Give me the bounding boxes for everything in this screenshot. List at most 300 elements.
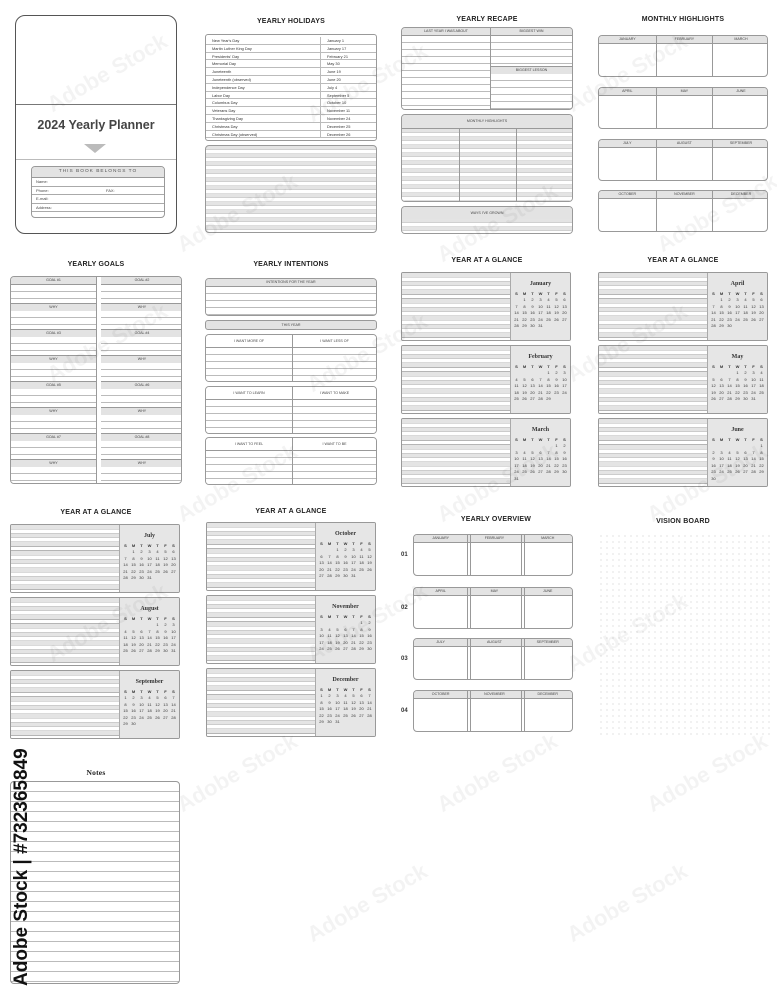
week-row (318, 719, 374, 726)
day-cell: 4 (760, 370, 763, 376)
watermark-tile (433, 728, 562, 818)
day-cell (162, 575, 170, 582)
day-cell: 20 (719, 389, 724, 395)
day-cell: 27 (359, 712, 364, 718)
weekday: W (343, 540, 348, 546)
day-cell: 29 (319, 719, 324, 725)
day-cell: 31 (351, 573, 356, 579)
weekday: T (352, 613, 355, 619)
goal-header: GOAL #5 (11, 381, 96, 390)
day-cell: 22 (131, 568, 136, 574)
month-name: September (135, 679, 164, 685)
intentions-year-header: INTENTIONS FOR THE YEAR (206, 279, 376, 287)
weekday: S (712, 363, 715, 369)
day-cell: 17 (514, 462, 519, 468)
day-cell: 27 (171, 568, 176, 574)
overview-title: YEARLY OVERVIEW (460, 516, 532, 523)
day-cell: 29 (155, 648, 160, 654)
highlights-box (598, 87, 768, 129)
vision-title: VISION BOARD (656, 518, 710, 525)
glance-lines (11, 525, 119, 592)
glance-title-4: YEAR AT A GLANCE (255, 508, 327, 515)
day-cell: 15 (522, 310, 527, 316)
day-cell (537, 475, 545, 482)
day-cell: 14 (538, 383, 543, 389)
weekday: T (336, 540, 339, 546)
month-name: December (332, 677, 359, 683)
day-cell: 10 (171, 628, 176, 634)
day-cell: 28 (727, 396, 732, 402)
day-cell: 29 (131, 575, 136, 581)
holiday-date: December 25 (327, 123, 351, 129)
recape-highlights-header: MONTHLY HIGHLIGHTS (402, 115, 572, 129)
day-cell: 24 (139, 714, 144, 720)
intentions-year-box (205, 278, 377, 316)
day-cell: 19 (155, 708, 160, 714)
holiday-name: Labor Day (206, 92, 321, 99)
day-cell: 25 (359, 566, 364, 572)
day-cell: 13 (719, 383, 724, 389)
day-cell: 31 (538, 323, 543, 329)
day-cell: 18 (514, 389, 519, 395)
divider (470, 588, 471, 628)
day-cell: 25 (155, 568, 160, 574)
day-cell: 7 (515, 303, 518, 309)
day-cell: 28 (123, 575, 128, 581)
weekday: T (352, 686, 355, 692)
month-header: DECEMBER (521, 691, 573, 699)
weekday: T (744, 436, 747, 442)
this-year-header: THIS YEAR (205, 320, 377, 330)
overview-box (413, 587, 573, 629)
day-cell: 17 (719, 462, 724, 468)
day-cell: 2 (132, 695, 135, 701)
day-cell (750, 475, 758, 482)
divider (470, 639, 471, 679)
day-cell: 20 (163, 708, 168, 714)
weekday: M (719, 436, 724, 442)
month-name: March (531, 427, 550, 433)
day-cell: 30 (711, 475, 716, 481)
day-cell: 22 (554, 462, 559, 468)
day-cell: 5 (736, 449, 739, 455)
day-cell: 6 (140, 628, 143, 634)
calendar-grid (513, 290, 569, 329)
day-cell: 15 (335, 560, 340, 566)
day-cell: 5 (132, 628, 135, 634)
day-cell: 24 (335, 712, 340, 718)
weekday: M (327, 686, 332, 692)
day-cell: 14 (367, 699, 372, 705)
glance-lines (11, 671, 119, 738)
day-cell (358, 573, 366, 580)
holiday-name: Independence Day (206, 84, 321, 91)
day-cell: 21 (123, 568, 128, 574)
day-cell (758, 396, 766, 403)
day-cell (545, 475, 553, 482)
holiday-name: Martin Luther King Day (206, 45, 321, 52)
why-header: WHY (11, 407, 96, 416)
day-cell: 6 (744, 449, 747, 455)
day-cell: 18 (727, 462, 732, 468)
mini-calendar (315, 669, 375, 736)
calendar-grid (318, 540, 374, 579)
day-cell: 22 (155, 641, 160, 647)
day-cell: 11 (123, 635, 128, 641)
day-cell: 14 (147, 635, 152, 641)
weekday: W (538, 363, 543, 369)
calendar-grid (318, 686, 374, 725)
month-name: November (332, 604, 359, 610)
day-cell: 21 (514, 316, 519, 322)
day-cell: 22 (522, 316, 527, 322)
day-cell (162, 721, 170, 728)
weekday: F (360, 540, 363, 546)
day-cell: 24 (719, 469, 724, 475)
day-cell (553, 396, 561, 403)
weekday: T (140, 542, 143, 548)
weekday: S (563, 363, 566, 369)
mini-calendar (707, 346, 767, 413)
why-lines (101, 415, 182, 433)
weekday: M (131, 688, 136, 694)
day-cell: 4 (547, 297, 550, 303)
day-cell: 28 (171, 714, 176, 720)
weekday: T (547, 436, 550, 442)
day-cell: 19 (351, 706, 356, 712)
why-header: WHY (11, 355, 96, 364)
day-cell: 14 (514, 310, 519, 316)
day-cell: 13 (139, 635, 144, 641)
month-header: JULY (414, 639, 467, 647)
day-cell: 19 (131, 641, 136, 647)
weekday: S (515, 290, 518, 296)
day-cell: 25 (727, 469, 732, 475)
month-header: OCTOBER (414, 691, 467, 699)
day-cell: 8 (320, 699, 323, 705)
day-cell: 8 (124, 701, 127, 707)
day-cell: 29 (719, 323, 724, 329)
intention-header: I WANT TO BE (292, 438, 376, 451)
day-cell: 5 (164, 549, 167, 555)
day-cell: 11 (759, 376, 764, 382)
day-cell: 6 (563, 297, 566, 303)
weekday: S (320, 686, 323, 692)
day-cell: 17 (147, 562, 152, 568)
day-cell: 9 (728, 303, 731, 309)
day-cell: 19 (522, 389, 527, 395)
day-cell: 14 (171, 701, 176, 707)
day-cell: 28 (514, 323, 519, 329)
grown-header: WAYS I'VE GROWN (402, 207, 572, 220)
holiday-row (206, 45, 376, 53)
day-cell: 29 (554, 469, 559, 475)
belongs-box (31, 166, 165, 218)
day-cell (170, 575, 178, 582)
day-cell: 16 (554, 383, 559, 389)
month-header: NOVEMBER (467, 691, 520, 699)
why-header: WHY (101, 459, 182, 468)
weekday: F (360, 686, 363, 692)
day-cell: 14 (727, 383, 732, 389)
day-cell: 7 (728, 376, 731, 382)
day-cell: 17 (751, 383, 756, 389)
weekday: M (327, 540, 332, 546)
goal-header: GOAL #2 (101, 277, 182, 285)
day-cell: 28 (546, 469, 551, 475)
goal-lines (101, 389, 182, 407)
day-cell: 9 (531, 303, 534, 309)
intentions-year-lines (206, 287, 376, 315)
day-cell: 15 (359, 633, 364, 639)
day-cell: 17 (735, 310, 740, 316)
day-cell: 9 (744, 376, 747, 382)
weekday: F (360, 613, 363, 619)
weekday: F (164, 542, 167, 548)
day-cell: 29 (735, 396, 740, 402)
day-cell: 20 (743, 462, 748, 468)
day-cell (561, 323, 569, 330)
glance-title-1: YEAR AT A GLANCE (451, 257, 523, 264)
month-header: MARCH (712, 36, 768, 44)
cover-field-label: FAX: (106, 187, 115, 193)
day-cell: 3 (172, 622, 175, 628)
month-header: APRIL (599, 88, 656, 96)
week-row (710, 396, 766, 403)
day-cell: 4 (515, 376, 518, 382)
intention-box (205, 386, 377, 434)
weekday: F (555, 436, 558, 442)
week-row (122, 648, 178, 655)
day-cell (553, 323, 561, 330)
month-name: April (730, 281, 745, 287)
day-cell: 26 (530, 469, 535, 475)
day-cell: 3 (720, 449, 723, 455)
last-year-header: LAST YEAR I WAS ABOUT (402, 28, 490, 36)
day-cell: 9 (328, 699, 331, 705)
day-cell: 26 (522, 396, 527, 402)
day-cell: 13 (530, 383, 535, 389)
day-cell: 28 (351, 646, 356, 652)
biggest-win-lines (490, 36, 572, 66)
day-cell: 29 (359, 646, 364, 652)
day-cell: 26 (711, 396, 716, 402)
day-cell: 25 (743, 316, 748, 322)
day-cell: 20 (343, 639, 348, 645)
month-header: APRIL (414, 588, 467, 596)
weekday: T (547, 290, 550, 296)
holiday-date: May 30 (327, 61, 340, 67)
divider (712, 140, 713, 180)
day-cell (742, 323, 750, 330)
month-name: May (731, 354, 744, 360)
day-cell: 3 (736, 297, 739, 303)
day-cell: 5 (523, 376, 526, 382)
day-cell: 15 (546, 383, 551, 389)
day-cell: 13 (359, 699, 364, 705)
why-header: WHY (11, 459, 96, 468)
day-cell: 13 (538, 456, 543, 462)
weekday: M (131, 542, 136, 548)
weekday: W (538, 436, 543, 442)
day-cell: 2 (744, 370, 747, 376)
day-cell: 2 (328, 693, 331, 699)
day-cell: 14 (711, 310, 716, 316)
divider (521, 691, 522, 731)
calendar-grid (122, 688, 178, 727)
day-cell: 22 (735, 389, 740, 395)
day-cell: 23 (163, 641, 168, 647)
goal-lines (11, 389, 96, 407)
day-cell: 21 (727, 389, 732, 395)
glance-lines (402, 346, 510, 413)
day-cell: 4 (344, 693, 347, 699)
day-cell: 29 (123, 721, 128, 727)
why-header: WHY (101, 303, 182, 312)
day-cell: 7 (328, 553, 331, 559)
day-cell: 19 (711, 389, 716, 395)
weekday: M (522, 290, 527, 296)
day-cell (170, 721, 178, 728)
day-cell: 15 (759, 456, 764, 462)
why-lines (11, 311, 96, 329)
goal-lines (11, 441, 96, 459)
day-cell: 13 (743, 456, 748, 462)
day-cell: 9 (368, 626, 371, 632)
day-cell: 15 (123, 708, 128, 714)
day-cell: 22 (335, 566, 340, 572)
day-cell: 8 (156, 628, 159, 634)
day-cell: 2 (531, 297, 534, 303)
weekday: S (712, 436, 715, 442)
day-cell: 27 (139, 648, 144, 654)
holiday-date: November 24 (327, 115, 351, 121)
day-cell: 8 (736, 376, 739, 382)
day-cell: 1 (320, 693, 323, 699)
divider (521, 535, 522, 575)
day-cell: 27 (538, 469, 543, 475)
intention-lines (292, 400, 376, 433)
weekday: M (719, 363, 724, 369)
goal-header: GOAL #7 (11, 433, 96, 442)
day-cell: 21 (711, 316, 716, 322)
day-cell: 8 (523, 303, 526, 309)
day-cell: 8 (547, 376, 550, 382)
month-header: SEPTEMBER (521, 639, 573, 647)
day-cell: 30 (727, 323, 732, 329)
day-cell: 26 (751, 316, 756, 322)
glance-lines (207, 669, 315, 736)
glance-month-card (206, 668, 376, 737)
divider (524, 691, 525, 731)
day-cell: 24 (351, 566, 356, 572)
cover-field-label: Name: (36, 179, 48, 184)
day-cell: 14 (751, 456, 756, 462)
day-cell: 4 (523, 449, 526, 455)
day-cell: 2 (140, 549, 143, 555)
divider (470, 535, 471, 575)
day-cell: 18 (522, 462, 527, 468)
month-header: FEBRUARY (467, 535, 520, 543)
notes-title: Notes (86, 768, 106, 777)
mini-calendar (315, 523, 375, 590)
month-name: February (528, 354, 553, 360)
day-cell: 31 (335, 719, 340, 725)
divider (459, 129, 460, 201)
weekday: M (522, 363, 527, 369)
day-cell: 18 (546, 310, 551, 316)
day-cell: 16 (139, 562, 144, 568)
day-cell: 23 (131, 714, 136, 720)
divider (656, 191, 657, 231)
day-cell: 12 (711, 383, 716, 389)
day-cell: 5 (336, 626, 339, 632)
day-cell: 31 (147, 575, 152, 581)
weekday: S (712, 290, 715, 296)
holiday-name: Juneteenth (206, 68, 321, 75)
day-cell: 12 (554, 303, 559, 309)
day-cell: 19 (751, 310, 756, 316)
day-cell: 22 (546, 389, 551, 395)
divider (524, 588, 525, 628)
day-cell: 19 (530, 462, 535, 468)
day-cell: 26 (155, 714, 160, 720)
holiday-date: July 4 (327, 84, 338, 90)
weekday: S (124, 688, 127, 694)
day-cell: 30 (743, 396, 748, 402)
day-cell: 10 (319, 633, 324, 639)
day-cell: 2 (555, 370, 558, 376)
day-cell: 6 (360, 693, 363, 699)
holiday-name: Christmas Day (206, 123, 321, 130)
day-cell: 20 (530, 389, 535, 395)
overview-box (413, 690, 573, 732)
day-cell: 18 (123, 641, 128, 647)
day-cell: 23 (562, 462, 567, 468)
goal-lines (11, 285, 96, 303)
day-cell: 22 (359, 639, 364, 645)
day-cell: 26 (131, 648, 136, 654)
cover-field-row (32, 178, 164, 187)
day-cell: 14 (546, 456, 551, 462)
day-cell: 7 (752, 449, 755, 455)
cover-field-row (32, 204, 164, 213)
cover-field-row (32, 195, 164, 204)
weekday: W (147, 688, 152, 694)
holiday-name: Memorial Day (206, 60, 321, 67)
day-cell: 29 (759, 469, 764, 475)
holiday-row (206, 107, 376, 115)
intention-header: I WANT MORE OF (206, 335, 292, 348)
day-cell: 16 (367, 633, 372, 639)
intention-header: I WANT LESS OF (292, 335, 376, 348)
week-row (318, 573, 374, 580)
day-cell: 23 (367, 639, 372, 645)
day-cell (758, 475, 766, 482)
day-cell: 6 (760, 297, 763, 303)
glance-month-card (401, 345, 571, 414)
day-cell: 7 (539, 376, 542, 382)
day-cell: 18 (743, 310, 748, 316)
biggest-win-header: BIGGEST WIN (490, 28, 572, 36)
holiday-name: Christmas Day (observed) (206, 131, 321, 138)
day-cell: 5 (712, 376, 715, 382)
biggest-lesson-lines (490, 74, 572, 109)
day-cell: 6 (172, 549, 175, 555)
day-cell: 25 (546, 316, 551, 322)
day-cell: 26 (335, 646, 340, 652)
day-cell: 25 (759, 389, 764, 395)
